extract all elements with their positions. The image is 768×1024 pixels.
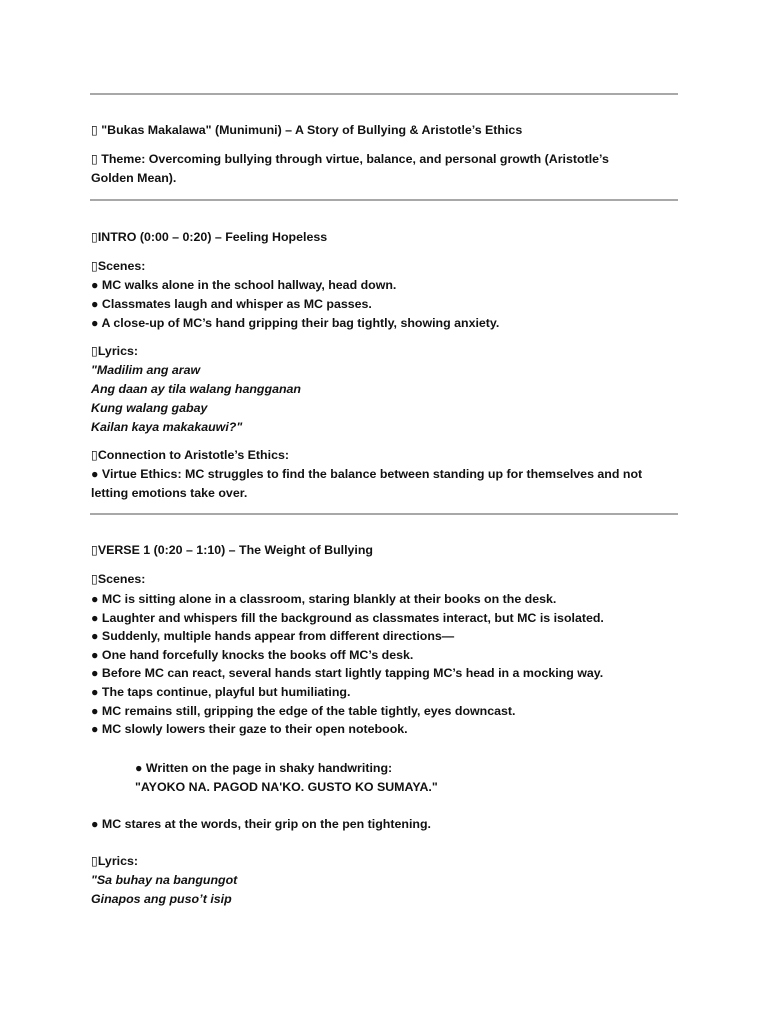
- missing-glyph-icon: ▯: [91, 344, 98, 358]
- missing-glyph-icon: ▯: [91, 448, 98, 462]
- list-item: ● MC remains still, gripping the edge of the table tightly, eyes downcast.: [91, 704, 516, 718]
- written-label: ● Written on the page in shaky handwriting:: [135, 761, 393, 775]
- intro-connection-label: ▯Connection to Aristotle’s Ethics:: [91, 448, 289, 462]
- written-text: "AYOKO NA. PAGOD NA'KO. GUSTO KO SUMAYA.": [135, 780, 438, 794]
- list-item: ● MC is sitting alone in a classroom, staring blankly at their books on the desk.: [91, 592, 557, 606]
- lyric-line: "Madilim ang araw: [91, 363, 201, 377]
- title-line: ▯ "Bukas Makalawa" (Munimuni) – A Story of Bullying & Aristotle’s Ethics: [91, 123, 523, 137]
- stare-line: ● MC stares at the words, their grip on the pen tightening.: [91, 817, 431, 831]
- divider: [90, 199, 678, 201]
- missing-glyph-icon: ▯: [91, 230, 98, 244]
- list-item: ● The taps continue, playful but humiliating.: [91, 685, 351, 699]
- divider: [90, 93, 678, 95]
- theme-line: ▯ Theme: Overcoming bullying through virtue, balance, and personal growth (Aristotle’s Golden Mean).: [91, 152, 609, 185]
- list-item: ● Suddenly, multiple hands appear from different directions—: [91, 629, 455, 643]
- list-item: ● Before MC can react, several hands start lightly tapping MC’s head in a mocking way.: [91, 666, 604, 680]
- list-item: ● MC slowly lowers their gaze to their open notebook.: [91, 722, 408, 736]
- intro-scenes-label: ▯Scenes:: [91, 259, 146, 273]
- missing-glyph-icon: ▯: [91, 259, 98, 273]
- divider: [90, 513, 678, 515]
- lyric-line: Kailan kaya makakauwi?": [91, 420, 243, 434]
- lyric-line: Kung walang gabay: [91, 401, 208, 415]
- missing-glyph-icon: ▯: [91, 152, 98, 166]
- intro-connection-text: ● Virtue Ethics: MC struggles to find the balance between standing up for themselves and not letting emotions take over.: [91, 467, 643, 500]
- list-item: ● A close-up of MC’s hand gripping their bag tightly, showing anxiety.: [91, 316, 500, 330]
- lyric-line: Ginapos ang puso’t isip: [91, 892, 232, 906]
- missing-glyph-icon: ▯: [91, 123, 98, 137]
- intro-heading: ▯INTRO (0:00 – 0:20) – Feeling Hopeless: [91, 230, 328, 244]
- list-item: ● One hand forcefully knocks the books off MC’s desk.: [91, 648, 414, 662]
- list-item: ● Classmates laugh and whisper as MC passes.: [91, 297, 372, 311]
- missing-glyph-icon: ▯: [91, 543, 98, 557]
- verse1-scenes-label: ▯Scenes:: [91, 572, 146, 586]
- verse1-lyrics-label: ▯Lyrics:: [91, 854, 139, 868]
- missing-glyph-icon: ▯: [91, 572, 98, 586]
- list-item: ● Laughter and whispers fill the background as classmates interact, but MC is isolated.: [91, 611, 604, 625]
- missing-glyph-icon: ▯: [91, 854, 98, 868]
- intro-lyrics-label: ▯Lyrics:: [91, 344, 139, 358]
- lyric-line: "Sa buhay na bangungot: [91, 873, 238, 887]
- list-item: ● MC walks alone in the school hallway, head down.: [91, 278, 397, 292]
- verse1-heading: ▯VERSE 1 (0:20 – 1:10) – The Weight of Bullying: [91, 543, 374, 557]
- lyric-line: Ang daan ay tila walang hangganan: [91, 382, 301, 396]
